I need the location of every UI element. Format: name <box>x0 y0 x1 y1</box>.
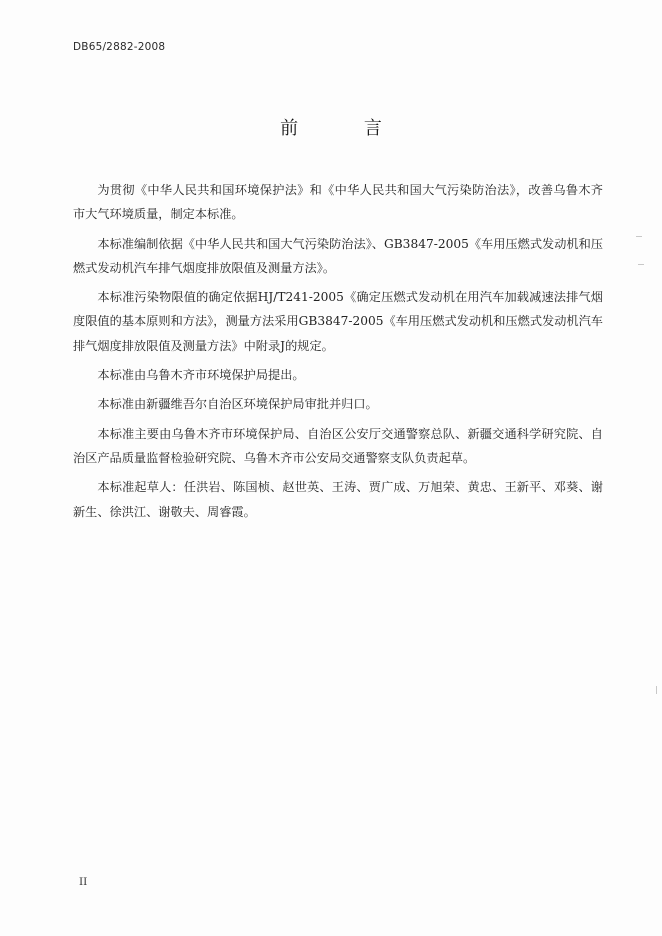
document-code: DB65/2882-2008 <box>73 41 166 53</box>
scan-mark <box>656 686 657 694</box>
paragraph-purpose: 为贯彻《中华人民共和国环境保护法》和《中华人民共和国大气污染防治法》，改善乌鲁木齐市大气环境质量，制定本标准。 <box>73 183 603 222</box>
paragraph-proposer: 本标准由乌鲁木齐市环境保护局提出。 <box>97 368 305 383</box>
scan-mark <box>636 236 642 237</box>
paragraph-approver: 本标准由新疆维吾尔自治区环境保护局审批并归口。 <box>97 397 378 412</box>
paragraph-limits: 本标准污染物限值的确定依据HJ/T241-2005《确定压燃式发动机在用汽车加载减速法排气烟度限值的基本原则和方法》，测量方法采用GB3847-2005《车用压燃式发动机和压燃式发动机汽车排气烟度排放限值及测量方法》中附录J的规定。 <box>73 290 603 353</box>
scan-mark <box>638 264 644 265</box>
paragraph-drafting-units: 本标准主要由乌鲁木齐市环境保护局、自治区公安厅交通警察总队、新疆交通科学研究院、自治区产品质量监督检验研究院、乌鲁木齐市公安局交通警察支队负责起草。 <box>73 426 603 465</box>
paragraph-basis: 本标准编制依据《中华人民共和国大气污染防治法》、GB3847-2005《车用压燃式发动机和压燃式发动机汽车排气烟度排放限值及测量方法》。 <box>73 236 603 275</box>
paragraph-drafters: 本标准起草人：任洪岩、陈国桢、赵世英、王涛、贾广成、万旭荣、黄忠、王新平、邓葵、谢新生、徐洪江、谢敬夫、周睿霞。 <box>73 480 603 519</box>
page-title: 前 言 <box>280 118 412 139</box>
foreword-body <box>73 178 603 529</box>
page-number: II <box>79 876 88 888</box>
